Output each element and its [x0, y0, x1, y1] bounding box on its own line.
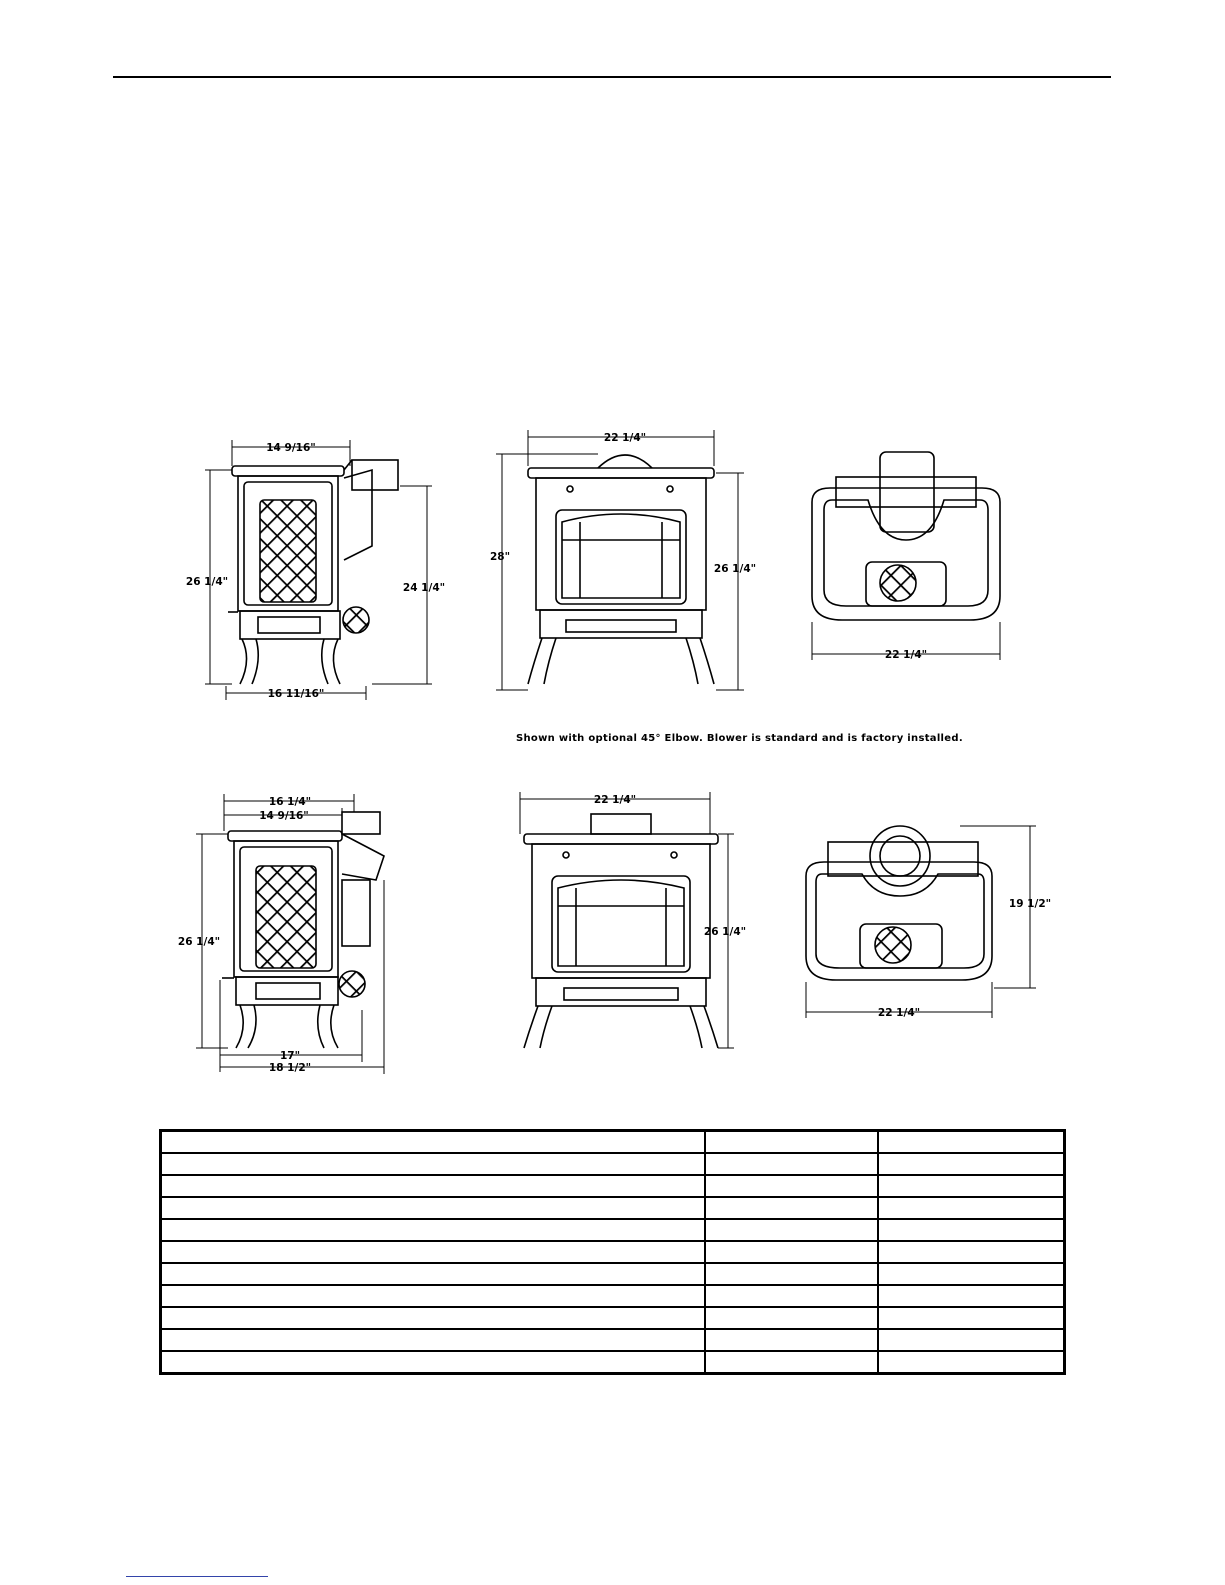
table-row: [161, 1175, 1065, 1197]
dim-r1-side-height: 26 1/4": [185, 576, 229, 588]
table-cell: [161, 1307, 706, 1329]
top-view-2: [806, 826, 992, 980]
table-row: [161, 1329, 1065, 1351]
table-row: [161, 1197, 1065, 1219]
dim-r1-front-height: 26 1/4": [713, 563, 757, 575]
dim-r2-side-outer-top: 16 1/4": [268, 796, 312, 808]
table-row: [161, 1263, 1065, 1285]
table-cell: [161, 1263, 706, 1285]
table-cell: [161, 1219, 706, 1241]
dim-r1-front-total-height: 28": [489, 551, 511, 563]
table-cell: [705, 1153, 878, 1175]
side-view-1: [228, 460, 398, 684]
dim-r2-side-total-depth: 18 1/2": [268, 1062, 312, 1074]
table-cell: [705, 1175, 878, 1197]
table-cell: [161, 1329, 706, 1351]
dim-r1-side-flue-height: 24 1/4": [402, 582, 446, 594]
table-cell: [161, 1153, 706, 1175]
table-cell: [878, 1329, 1064, 1351]
dim-r1-side-base-depth: 16 11/16": [267, 688, 325, 700]
table-cell: [705, 1307, 878, 1329]
table-row: [161, 1307, 1065, 1329]
dim-r1-top-width: 22 1/4": [884, 649, 928, 661]
table-row: [161, 1153, 1065, 1175]
table-row: [161, 1219, 1065, 1241]
dim-r2-side-height: 26 1/4": [177, 936, 221, 948]
table-cell: [161, 1197, 706, 1219]
dim-r1-front-width: 22 1/4": [603, 432, 647, 444]
elbow-blower-note: Shown with optional 45° Elbow. Blower is standard and is factory installed.: [516, 733, 963, 744]
top-view-2-dimensions: [806, 826, 1036, 1018]
front-view-1: [528, 455, 714, 684]
footer-link-underline[interactable]: [126, 1576, 268, 1577]
table-cell: [161, 1131, 706, 1154]
table-cell: [878, 1197, 1064, 1219]
table-cell: [161, 1285, 706, 1307]
dim-r2-side-top-width: 14 9/16": [259, 810, 309, 822]
table-row: [161, 1285, 1065, 1307]
table-cell: [705, 1263, 878, 1285]
table-cell: [878, 1131, 1064, 1154]
dim-r2-side-base-depth: 17": [279, 1050, 301, 1062]
table-cell: [878, 1175, 1064, 1197]
table-row: [161, 1131, 1065, 1154]
table-row: [161, 1351, 1065, 1374]
table-cell: [161, 1241, 706, 1263]
dim-r2-top-depth: 19 1/2": [1008, 898, 1052, 910]
table-cell: [878, 1241, 1064, 1263]
dim-r1-side-top-width: 14 9/16": [266, 442, 316, 454]
table-cell: [161, 1351, 706, 1374]
table-cell: [705, 1131, 878, 1154]
dim-r2-top-width: 22 1/4": [877, 1007, 921, 1019]
top-view-1: [812, 452, 1000, 620]
table-cell: [705, 1219, 878, 1241]
table-cell: [878, 1351, 1064, 1374]
table-cell: [705, 1285, 878, 1307]
table-cell: [705, 1351, 878, 1374]
side-view-2: [222, 812, 384, 1048]
specification-table: [159, 1129, 1066, 1375]
table-cell: [878, 1307, 1064, 1329]
table-cell: [878, 1219, 1064, 1241]
dim-r2-front-width: 22 1/4": [593, 794, 637, 806]
table-cell: [705, 1197, 878, 1219]
table-cell: [878, 1263, 1064, 1285]
table-cell: [878, 1285, 1064, 1307]
table-cell: [878, 1153, 1064, 1175]
table-row: [161, 1241, 1065, 1263]
table-cell: [705, 1329, 878, 1351]
table-cell: [705, 1241, 878, 1263]
dim-r2-front-height: 26 1/4": [703, 926, 747, 938]
table-cell: [161, 1175, 706, 1197]
front-view-2: [524, 814, 718, 1048]
